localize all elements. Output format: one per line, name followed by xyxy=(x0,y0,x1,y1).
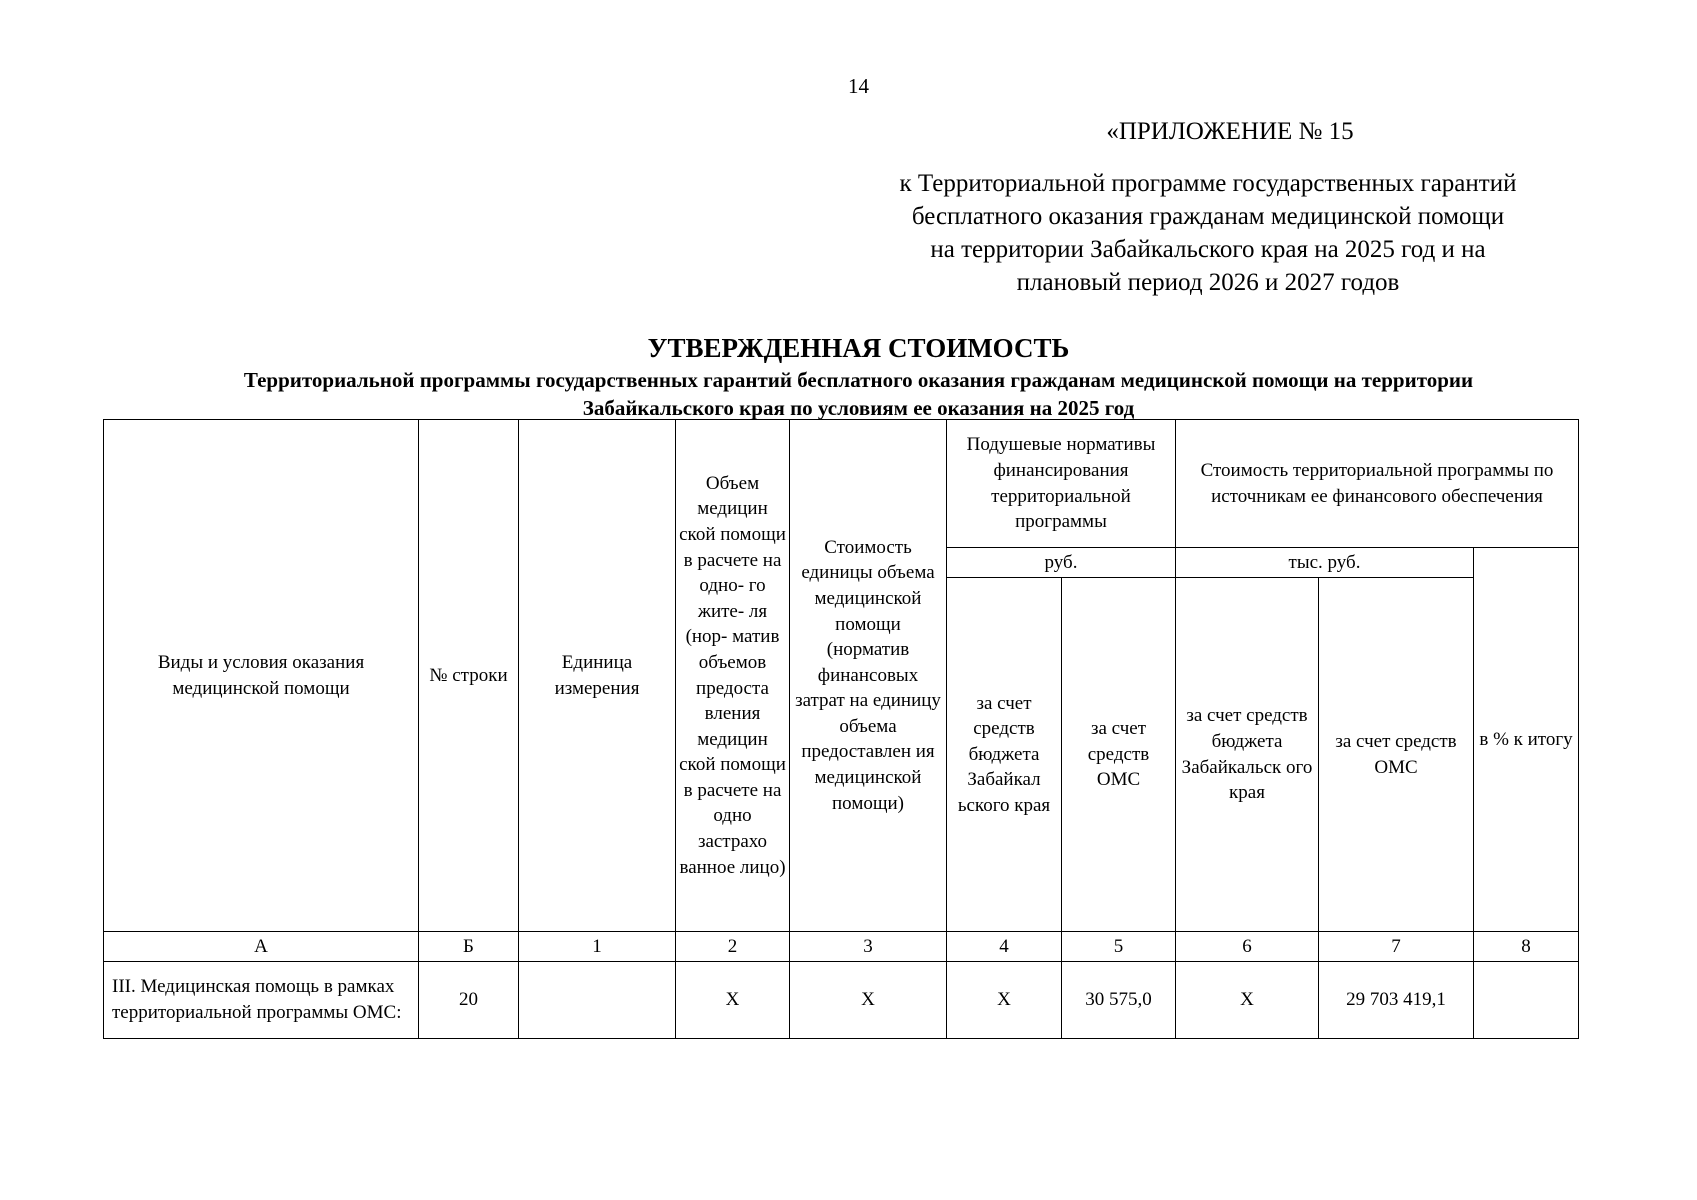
document-subtitle-line: Территориальной программы государственных гарантий бесплатного оказания гражданам медицинской помощи на территории xyxy=(243,368,1474,392)
header-thousand-rub: тыс. руб. xyxy=(1176,548,1474,578)
column-index: А xyxy=(104,932,419,962)
cell-unit xyxy=(519,962,676,1039)
cell-oms-per-capita: 30 575,0 xyxy=(1062,962,1176,1039)
cell-unit-cost: X xyxy=(790,962,947,1039)
document-title: УТВЕРЖДЕННАЯ СТОИМОСТЬ xyxy=(647,333,1070,363)
document-subtitle-line: Забайкальского края по условиям ее оказания на 2025 год xyxy=(582,396,1135,420)
header-budget-per-capita: за счет средств бюджета Забайкал ьского края xyxy=(947,578,1062,932)
column-index: 5 xyxy=(1062,932,1176,962)
header-unit-cost: Стоимость единицы объема медицинской помощи (норматив финансовых затрат на единицу объема предоставлен ия медицинской помощи) xyxy=(790,420,947,932)
header-per-capita-group: Подушевые нормативы финансирования территориальной программы xyxy=(947,420,1176,548)
document-subtitle xyxy=(0,366,1697,422)
column-index: 4 xyxy=(947,932,1062,962)
column-index: 2 xyxy=(676,932,790,962)
header-oms-cost: за счет средств ОМС xyxy=(1319,578,1474,932)
cell-volume: X xyxy=(676,962,790,1039)
page-number: 14 xyxy=(848,74,869,98)
header-kinds: Виды и условия оказания медицинской помощи xyxy=(104,420,419,932)
cell-budget-per-capita: X xyxy=(947,962,1062,1039)
appendix-subtitle xyxy=(838,167,1578,299)
column-index: 8 xyxy=(1474,932,1579,962)
appendix-subtitle-line: на территории Забайкальского края на 2025 год и на xyxy=(930,236,1486,263)
header-budget-cost: за счет средств бюджета Забайкальск ого края xyxy=(1176,578,1319,932)
column-index: Б xyxy=(419,932,519,962)
column-index: 1 xyxy=(519,932,676,962)
column-index: 3 xyxy=(790,932,947,962)
cost-table xyxy=(103,419,1579,1039)
column-index-row xyxy=(104,932,1579,962)
column-index: 7 xyxy=(1319,932,1474,962)
cell-budget-cost: X xyxy=(1176,962,1319,1039)
header-oms-per-capita: за счет средств ОМС xyxy=(1062,578,1176,932)
table-row xyxy=(104,962,1579,1039)
header-cost-group: Стоимость территориальной программы по источникам ее финансового обеспечения xyxy=(1176,420,1579,548)
header-unit: Единица измерения xyxy=(519,420,676,932)
cell-percent xyxy=(1474,962,1579,1039)
header-row-number: № строки xyxy=(419,420,519,932)
header-volume: Объем медицин ской помощи в расчете на одно- го жите- ля (нор- матив объемов предоста вления медицин ской помощи в расчете на одно застрахо ванное лицо) xyxy=(676,420,790,932)
cell-kinds: III. Медицинская помощь в рамках территориальной программы ОМС: xyxy=(104,962,419,1039)
appendix-subtitle-line: к Территориальной программе государственных гарантий xyxy=(899,170,1517,197)
appendix-subtitle-line: бесплатного оказания гражданам медицинской помощи xyxy=(911,203,1505,230)
header-row xyxy=(104,420,1579,548)
appendix-title: «ПРИЛОЖЕНИЕ № 15 xyxy=(1106,118,1354,145)
cell-row-number: 20 xyxy=(419,962,519,1039)
column-index: 6 xyxy=(1176,932,1319,962)
appendix-subtitle-line: плановый период 2026 и 2027 годов xyxy=(1016,269,1400,296)
header-percent: в % к итогу xyxy=(1474,548,1579,932)
header-rub: руб. xyxy=(947,548,1176,578)
cell-oms-cost: 29 703 419,1 xyxy=(1319,962,1474,1039)
